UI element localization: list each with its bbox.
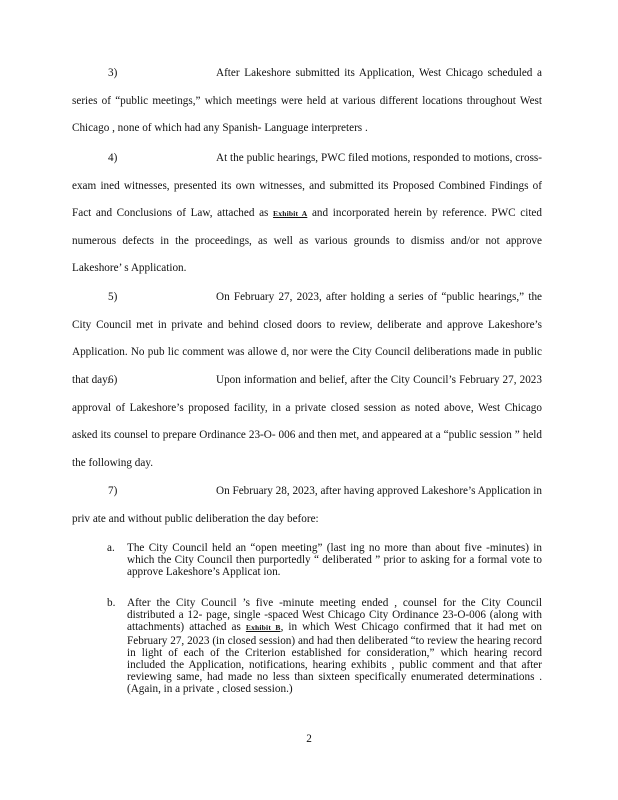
exhibit-a-reference: Exhibit A <box>273 209 308 218</box>
list-item-a-text: The City Council held an “open meeting” (last ing no more than about five -minutes) in which the City Council then purportedly “ deliberated ” prior to asking for a formal vote to approve Lakeshore’s Applicat ion. <box>127 542 542 579</box>
paragraph-5-number: 5) <box>108 291 118 303</box>
paragraph-5-text: On February 27, 2023, after holding a series of “public hearings,” the City Council met in private and behind closed doors to review, deliberate and approve Lakeshore’s Application. No pub lic comment was allowe d, nor were the City Council deliberations made in public that day. <box>72 291 542 386</box>
list-item-a <box>107 542 542 579</box>
list-item-b-marker: b. <box>107 597 116 609</box>
paragraph-3-number: 3) <box>108 67 118 79</box>
paragraph-6 <box>72 367 542 477</box>
list-item-a-marker: a. <box>107 542 115 554</box>
paragraph-4-number: 4) <box>108 152 118 164</box>
exhibit-b-reference: Exhibit B <box>245 623 281 633</box>
paragraph-6-number: 6) <box>108 374 118 386</box>
paragraph-7-number: 7) <box>108 485 118 497</box>
list-item-b-text-after: , in which West Chicago confirmed that it had met on February 27, 2023 (in closed session) and had then deliberated “to review the hearing record in light of each of the Criterion established for consideration,” which hearing record included the Application, notifications, hearing exhibits , public comment and that after reviewing same, had made no less than sixteen specifically enumerated determinations . (Again, in a private , closed session.) <box>127 621 543 696</box>
list-item-b-text-before: After the City Council ’s five -minute meeting ended , counsel for the City Council distributed a 12- page, single -spaced West Chicago City Ordinance 23-O-006 (along with attachments) attached as <box>127 597 542 634</box>
paragraph-4-text-before: At the public hearings, PWC filed motions, responded to motions, cross- exam ined witnesses, presented its own witnesses, and submitted its Proposed Combined Findings of Fact and Conclusions of Law, attached as <box>72 152 542 219</box>
paragraph-6-text: Upon information and belief, after the City Council’s February 27, 2023 approval of Lakeshore’s proposed facility, in a private closed session as noted above, West Chicago asked its counsel to prepare Ordinance 23-O- 006 and then met, and appeared at a “public session ” held the following day. <box>72 374 542 469</box>
page-number: 2 <box>306 733 312 745</box>
list-item-b <box>107 597 543 696</box>
paragraph-3 <box>72 60 542 143</box>
paragraph-7-text: On February 28, 2023, after having approved Lakeshore’s Application in priv ate and without public deliberation the day before: <box>72 485 542 525</box>
paragraph-7 <box>72 478 542 533</box>
paragraph-4 <box>72 145 542 283</box>
paragraph-3-text: After Lakeshore submitted its Application, West Chicago scheduled a series of “public meetings,” which meetings were held at various different locations throughout West Chicago , none of which had any Spanish- Language interpreters . <box>72 67 542 134</box>
paragraph-4-text-after: and incorporated herein by reference. PWC cited numerous defects in the proceedings, as well as various grounds to dismiss and/or not approve Lakeshore’ s Application. <box>72 207 542 274</box>
